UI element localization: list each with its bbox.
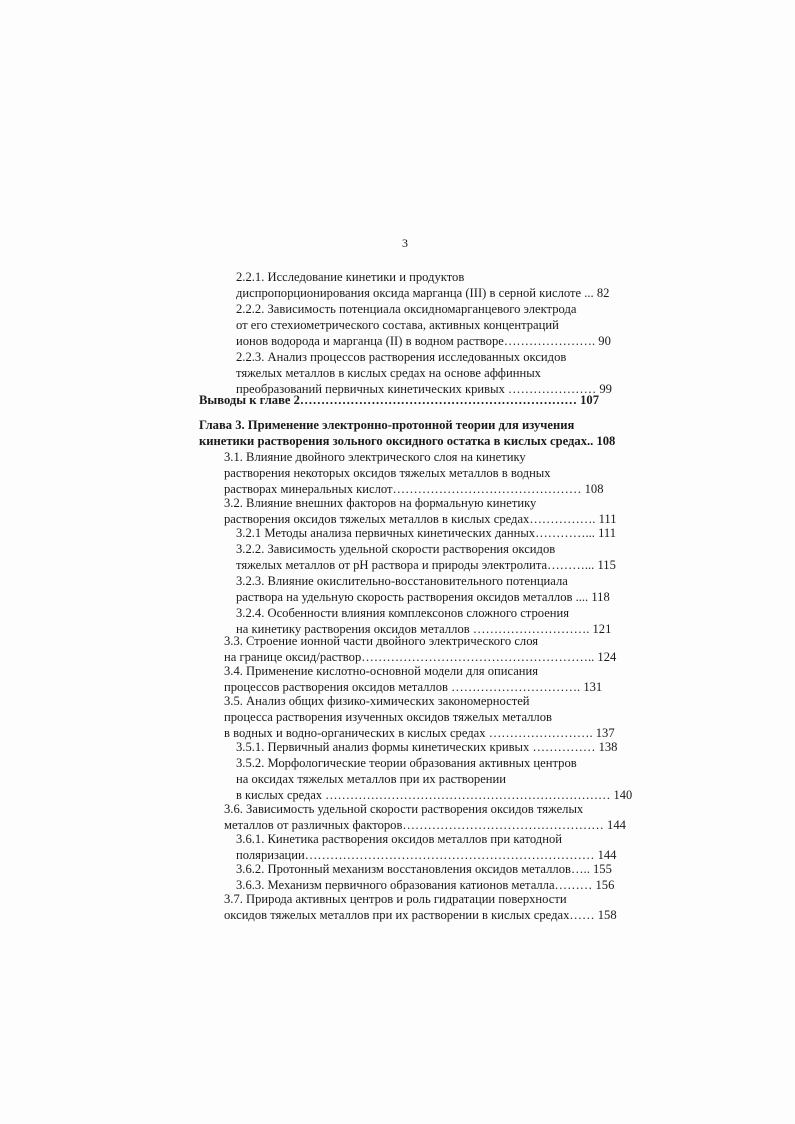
toc-line: 3.2.2. Зависимость удельной скорости растворения оксидов [236, 542, 556, 556]
toc-line: диспропорционирования оксида марганца (III) в серной кислоте ... 82 [236, 286, 610, 300]
page-number: 3 [402, 236, 408, 250]
toc-line: от его стехиометрического состава, активных концентраций [236, 318, 559, 332]
toc-line: 3.5. Анализ общих физико-химических закономерностей [224, 694, 530, 708]
toc-line: 3.7. Природа активных центров и роль гидратации поверхности [224, 892, 567, 906]
toc-line: растворения оксидов тяжелых металлов в кислых средах……………. 111 [224, 512, 617, 526]
toc-line: металлов от различных факторов………………………………………… 144 [224, 818, 626, 832]
toc-line: 3.2.1 Методы анализа первичных кинетических данных…………... 111 [236, 526, 617, 540]
toc-line: растворах минеральных кислот……………………………………… 108 [224, 482, 604, 496]
toc-line: процессов растворения оксидов металлов …………………………. 131 [224, 680, 603, 694]
toc-line: на оксидах тяжелых металлов при их растворении [236, 772, 507, 786]
toc-line: 3.3. Строение ионной части двойного электрического слоя [224, 634, 539, 648]
toc-line: кинетики растворения зольного оксидного остатка в кислых средах.. 108 [199, 434, 616, 448]
toc-line: 3.6. Зависимость удельной скорости растворения оксидов тяжелых [224, 802, 584, 816]
toc-line: 3.1. Влияние двойного электрического слоя на кинетику [224, 450, 526, 464]
toc-line: 2.2.1. Исследование кинетики и продуктов [236, 270, 465, 284]
toc-line: 3.2. Влияние внешних факторов на формальную кинетику [224, 496, 537, 510]
toc-line: ионов водорода и марганца (II) в водном растворе…………………. 90 [236, 334, 611, 348]
toc-line: Выводы к главе 2………………………………………………………… 107 [199, 393, 600, 407]
toc-line: тяжелых металлов от pH раствора и природы электролита………... 115 [236, 558, 616, 572]
toc-line: 3.2.3. Влияние окислительно-восстановительного потенциала [236, 574, 568, 588]
toc-line: в кислых средах …………………………………………………………… 140 [236, 788, 633, 802]
toc-line: на кинетику растворения оксидов металлов ………………………. 121 [236, 622, 612, 636]
toc-line: на границе оксид/раствор……………………………………………….. 124 [224, 650, 617, 664]
toc-line: оксидов тяжелых металлов при их растворении в кислых средах…… 158 [224, 908, 617, 922]
toc-line: Глава 3. Применение электронно-протонной теории для изучения [199, 418, 575, 432]
toc-line: 3.6.3. Механизм первичного образования катионов металла……… 156 [236, 878, 615, 892]
toc-line: 2.2.2. Зависимость потенциала оксидномарганцевого электрода [236, 302, 577, 316]
toc-line: 2.2.3. Анализ процессов растворения исследованных оксидов [236, 350, 567, 364]
toc-line: 3.4. Применение кислотно-основной модели для описания [224, 664, 539, 678]
toc-line: 3.5.1. Первичный анализ формы кинетических кривых …………… 138 [236, 740, 618, 754]
toc-line: растворения некоторых оксидов тяжелых металлов в водных [224, 466, 551, 480]
toc-line: 3.6.1. Кинетика растворения оксидов металлов при катодной [236, 832, 562, 846]
toc-line: процесса растворения изученных оксидов тяжелых металлов [224, 710, 552, 724]
toc-line: в водных и водно-органических в кислых средах ……………………. 137 [224, 726, 615, 740]
toc-line: тяжелых металлов в кислых средах на основе аффинных [236, 366, 541, 380]
toc-line: раствора на удельную скорость растворения оксидов металлов .... 118 [236, 590, 610, 604]
toc-line: 3.2.4. Особенности влияния комплексонов сложного строения [236, 606, 570, 620]
toc-line: 3.6.2. Протонный механизм восстановления оксидов металлов….. 155 [236, 862, 612, 876]
toc-line: преобразований первичных кинетических кривых ………………… 99 [236, 382, 612, 396]
toc-line: поляризации…………………………………………………………… 144 [236, 848, 617, 862]
toc-line: 3.5.2. Морфологические теории образования активных центров [236, 756, 577, 770]
